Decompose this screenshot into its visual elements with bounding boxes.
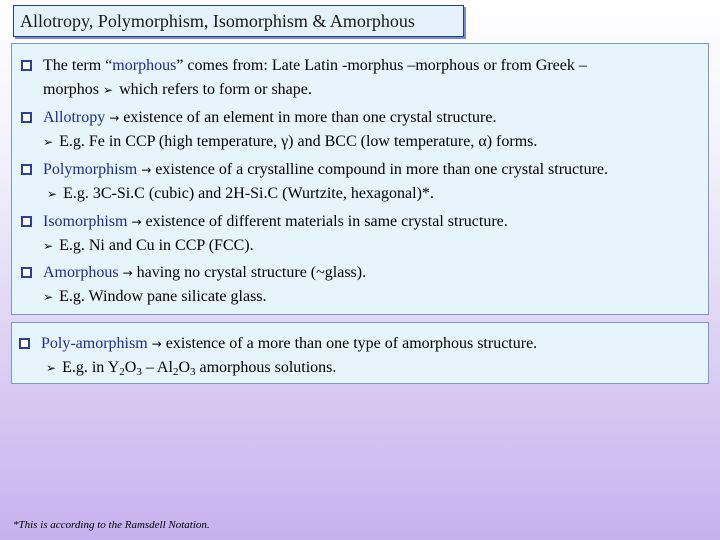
pointer-arrow-icon: ➢ <box>103 83 114 97</box>
isomorphism-definition: Isomorphism → existence of different materials in same crystal structure. <box>21 212 508 232</box>
square-bullet-icon <box>21 112 32 123</box>
square-bullet-icon <box>21 216 32 227</box>
right-arrow-icon: → <box>141 163 152 177</box>
square-bullet-icon <box>21 60 32 71</box>
allotropy-definition: Allotropy → existence of an element in more than one crystal structure. <box>21 108 496 128</box>
slide-title: Allotropy, Polymorphism, Isomorphism & Amorphous <box>20 10 415 31</box>
morphous-line-2: morphos ➢ which refers to form or shape. <box>43 81 312 98</box>
right-arrow-icon: → <box>131 215 142 229</box>
poly-amorphism-definition: Poly-amorphism → existence of a more than one type of amorphous structure. <box>19 334 537 354</box>
slide-title-box <box>13 5 464 37</box>
isomorphism-example: ➢ E.g. Ni and Cu in CCP (FCC). <box>43 237 254 254</box>
square-bullet-icon <box>19 338 30 349</box>
amorphous-definition: Amorphous → having no crystal structure (~glass). <box>21 263 366 283</box>
term-polymorphism: Polymorphism <box>43 161 138 178</box>
polymorphism-example: ➢ E.g. 3C-Si.C (cubic) and 2H-Si.C (Wurtzite, hexagonal)*. <box>47 185 434 202</box>
right-arrow-icon: → <box>151 337 162 351</box>
amorphous-example: ➢ E.g. Window pane silicate glass. <box>43 288 267 305</box>
pointer-arrow-icon: ➢ <box>46 361 57 375</box>
poly-amorphism-example: ➢ E.g. in $Y_2O_3 - Al_2O_3$ amorphous solutions. <box>46 359 337 378</box>
allotropy-example: ➢ E.g. Fe in CCP (high temperature, γ) and BCC (low temperature, α) forms. <box>43 133 538 150</box>
right-arrow-icon: → <box>109 111 120 125</box>
pointer-arrow-icon: ➢ <box>47 187 58 201</box>
term-isomorphism: Isomorphism <box>43 213 128 230</box>
term-amorphous: Amorphous <box>43 264 119 281</box>
pointer-arrow-icon: ➢ <box>43 135 54 149</box>
square-bullet-icon <box>21 267 32 278</box>
morphous-line-1: The term “morphous” comes from: Late Latin -morphus –morphous or from Greek – <box>21 56 587 76</box>
square-bullet-icon <box>21 164 32 175</box>
pointer-arrow-icon: ➢ <box>43 290 54 304</box>
right-arrow-icon: → <box>122 266 133 280</box>
polymorphism-definition: Polymorphism → existence of a crystalline compound in more than one crystal structure. <box>21 160 608 180</box>
pointer-arrow-icon: ➢ <box>43 239 54 253</box>
term-morphous: morphous <box>112 57 177 74</box>
term-allotropy: Allotropy <box>43 109 106 126</box>
term-poly-amorphism: Poly-amorphism <box>41 335 148 352</box>
footnote: *This is according to the Ramsdell Notation. <box>13 519 210 531</box>
